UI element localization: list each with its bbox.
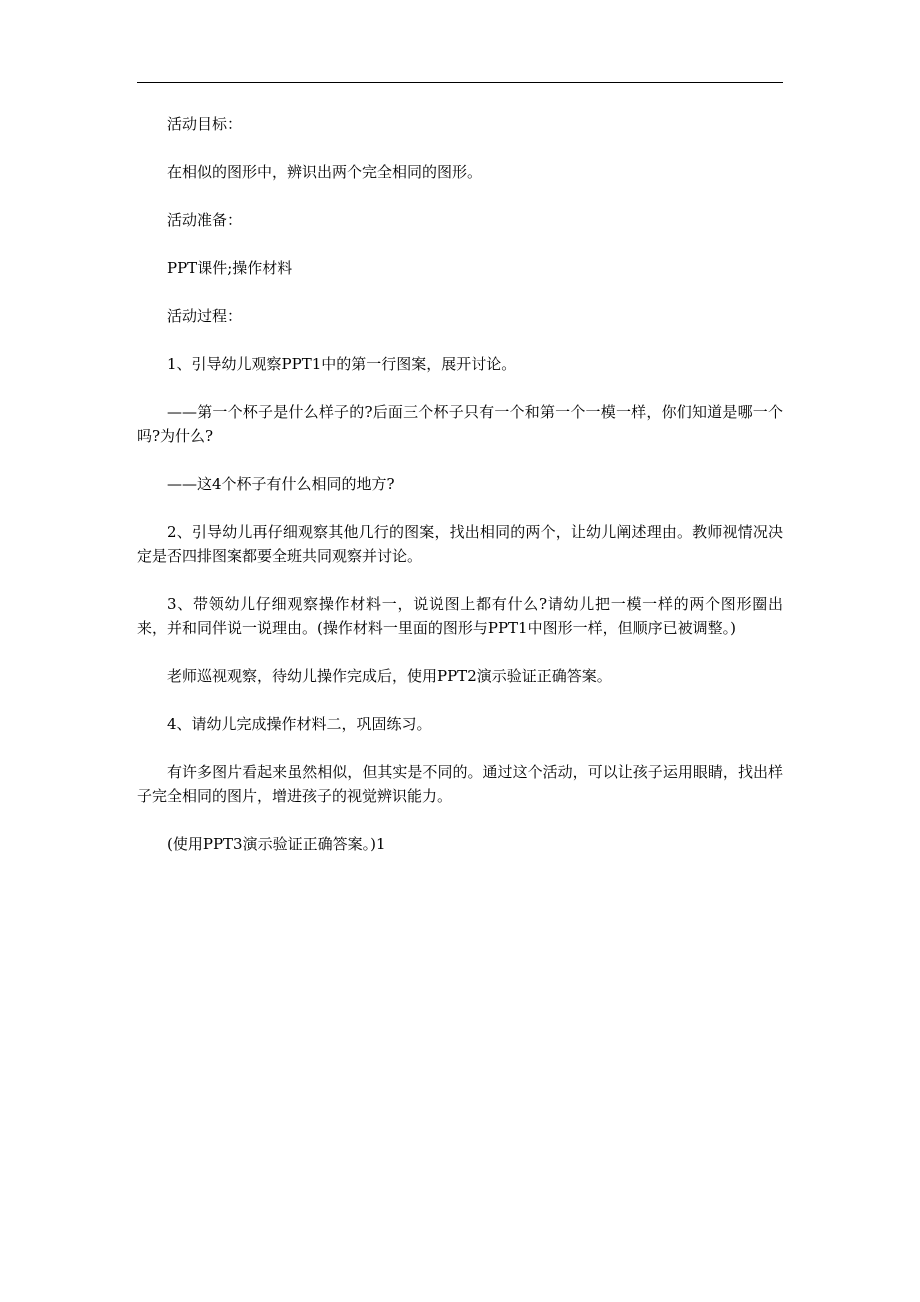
- heading-activity-prep: 活动准备：: [167, 211, 243, 229]
- paragraph-step-2: 2、引导幼儿再仔细观察其他几行的图案，找出相同的两个，让幼儿阐述理由。教师视情况决定是否四排图案都要全班共同观察并讨论。: [137, 523, 783, 565]
- paragraph-question-2: ——这4个杯子有什么相同的地方?: [167, 475, 395, 493]
- heading-activity-goal: 活动目标：: [167, 115, 243, 133]
- document-body: [137, 112, 783, 880]
- paragraph-step-3: 3、带领幼儿仔细观察操作材料一，说说图上都有什么?请幼儿把一模一样的两个图形圈出来，并和同伴说一说理由。(操作材料一里面的图形与PPT1中图形一样，但顺序已被调整。): [137, 595, 783, 637]
- paragraph-step-1: 1、引导幼儿观察PPT1中的第一行图案，展开讨论。: [167, 355, 517, 373]
- heading-activity-process: 活动过程：: [167, 307, 243, 325]
- paragraph-step-4: 4、请幼儿完成操作材料二，巩固练习。: [167, 715, 432, 733]
- paragraph-question-1: ——第一个杯子是什么样子的?后面三个杯子只有一个和第一个一模一样，你们知道是哪一个吗?为什么?: [137, 403, 783, 445]
- paragraph-closing-note: (使用PPT3演示验证正确答案。)1: [167, 835, 386, 853]
- paragraph-summary: 有许多图片看起来虽然相似，但其实是不同的。通过这个活动，可以让孩子运用眼睛，找出样子完全相同的图片，增进孩子的视觉辨识能力。: [137, 763, 783, 805]
- paragraph-teacher-observe: 老师巡视观察，待幼儿操作完成后，使用PPT2演示验证正确答案。: [167, 667, 612, 685]
- paragraph-goal: 在相似的图形中，辨识出两个完全相同的图形。: [167, 163, 483, 181]
- header-rule: [137, 82, 783, 83]
- paragraph-prep: PPT课件;操作材料: [167, 259, 293, 277]
